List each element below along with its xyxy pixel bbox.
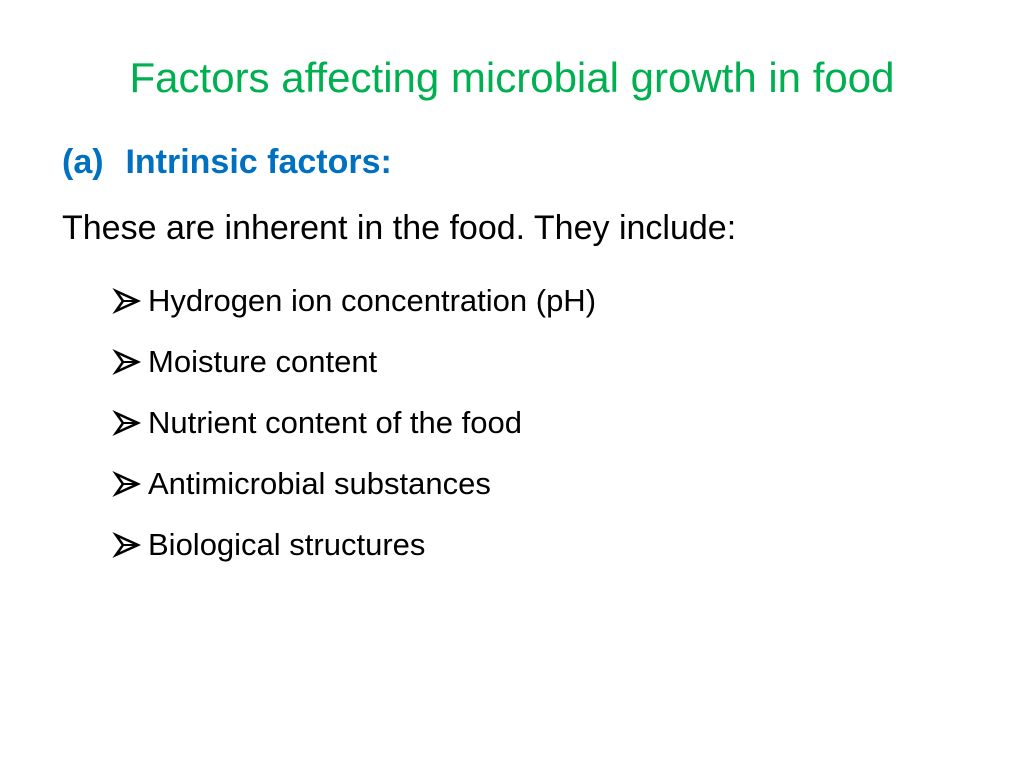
list-item (112, 270, 596, 331)
slide-title: Factors affecting microbial growth in food (129, 54, 895, 101)
arrow-bullet-icon (112, 470, 146, 498)
arrow-bullet-icon (112, 287, 146, 315)
section-heading (62, 140, 392, 184)
list-item (112, 514, 596, 575)
bullet-list (112, 270, 596, 575)
arrow-bullet-icon (112, 409, 146, 437)
bullet-label: Hydrogen ion concentration (pH) (148, 282, 597, 318)
arrow-bullet-icon (112, 531, 146, 559)
bullet-label: Nutrient content of the food (148, 404, 522, 440)
list-item (112, 453, 596, 514)
arrow-bullet-icon (112, 348, 146, 376)
section-marker: (a) (62, 143, 104, 181)
intro-text: These are inherent in the food. They include: (62, 209, 737, 247)
bullet-label: Biological structures (148, 526, 426, 562)
bullet-label: Antimicrobial substances (148, 465, 491, 501)
list-item (112, 392, 596, 453)
bullet-label: Moisture content (148, 343, 378, 379)
section-heading-label: Intrinsic factors: (125, 143, 392, 181)
list-item (112, 331, 596, 392)
